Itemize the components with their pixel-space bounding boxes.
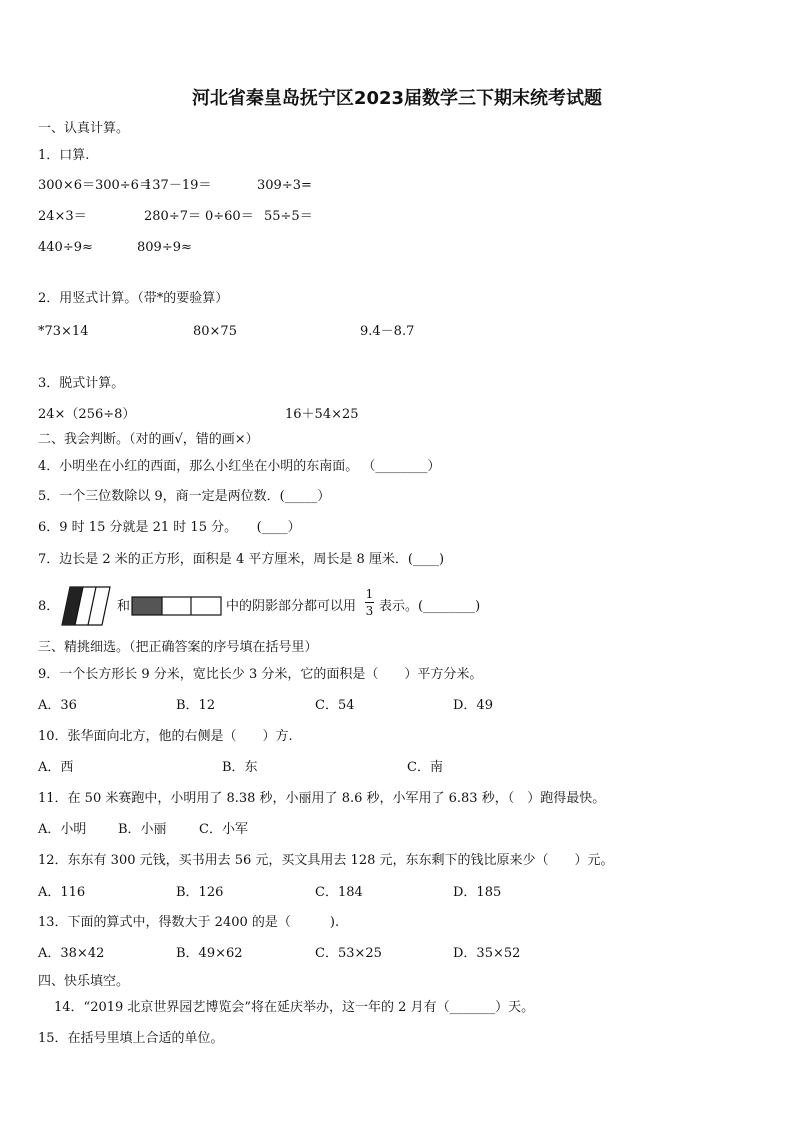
q9-option-c: C．54 bbox=[315, 698, 355, 713]
vertical-calc-3: 9.4－8.7 bbox=[360, 324, 415, 339]
q10-option-a: A．西 bbox=[38, 760, 74, 775]
question-2-heading: 2．用竖式计算。（带*的要验算） bbox=[38, 291, 229, 306]
oral-calc-7: 55÷5＝ bbox=[264, 209, 313, 224]
question-12-stem: 12．东东有 300 元钱，买书用去 56 元，买文具用去 128 元，东东剩下的钱比原来少（ ）元。 bbox=[38, 853, 614, 868]
question-9-stem: 9．一个长方形长 9 分米，宽比长少 3 分米，它的面积是（ ）平方分米。 bbox=[38, 667, 483, 682]
question-4: 4．小明坐在小红的西面，那么小红坐在小明的东南面。 （________） bbox=[38, 459, 441, 474]
question-8-tail: 表示。(________) bbox=[379, 599, 481, 614]
q12-option-b: B．126 bbox=[176, 885, 224, 900]
oral-calc-2: 137－19＝ bbox=[144, 178, 212, 193]
q13-option-a: A．38×42 bbox=[38, 946, 105, 961]
question-13-stem: 13．下面的算式中，得数大于 2400 的是（ ). bbox=[38, 915, 340, 930]
expression-calc-2: 16＋54×25 bbox=[285, 407, 359, 422]
q12-option-a: A．116 bbox=[38, 885, 86, 900]
fraction-numerator: 1 bbox=[365, 587, 374, 601]
q10-option-c: C．南 bbox=[407, 760, 443, 775]
section-heading-2: 二、我会判断。（对的画√，错的画×） bbox=[38, 432, 259, 447]
q12-option-c: C．184 bbox=[315, 885, 363, 900]
q13-option-c: C．53×25 bbox=[315, 946, 382, 961]
fraction-one-third bbox=[365, 588, 374, 617]
q11-option-a: A．小明 bbox=[38, 822, 87, 837]
q11-option-c: C．小军 bbox=[199, 822, 248, 837]
question-6: 6．9 时 15 分就是 21 时 15 分。 (____） bbox=[38, 520, 301, 535]
section-heading-1: 一、认真计算。 bbox=[38, 121, 130, 136]
q9-option-a: A．36 bbox=[38, 698, 77, 713]
fraction-denominator: 3 bbox=[365, 604, 374, 618]
parallelogram-figure bbox=[60, 585, 112, 627]
vertical-calc-1: *73×14 bbox=[38, 324, 89, 339]
question-8-and: 和 bbox=[117, 599, 131, 614]
q10-option-b: B．东 bbox=[222, 760, 258, 775]
question-5: 5．一个三位数除以 9，商一定是两位数．(_____） bbox=[38, 489, 331, 504]
q13-option-d: D．35×52 bbox=[453, 946, 521, 961]
question-8-number: 8． bbox=[38, 599, 60, 614]
question-10-stem: 10．张华面向北方，他的右侧是（ ）方. bbox=[38, 729, 293, 744]
question-15: 15．在括号里填上合适的单位。 bbox=[38, 1031, 224, 1046]
expression-calc-1: 24×（256÷8） bbox=[38, 407, 136, 422]
question-11-stem: 11．在 50 米赛跑中，小明用了 8.38 秒，小丽用了 8.6 秒，小军用了 6.83 秒，（ ）跑得最快。 bbox=[38, 791, 606, 806]
q9-option-d: D．49 bbox=[453, 698, 493, 713]
vertical-calc-2: 80×75 bbox=[193, 324, 237, 339]
question-1-heading: 1．口算. bbox=[38, 148, 90, 163]
q11-option-b: B．小丽 bbox=[118, 822, 167, 837]
page-title: 河北省秦皇岛抚宁区2023届数学三下期末统考试题 bbox=[191, 88, 603, 109]
fraction-bar bbox=[365, 602, 374, 603]
q13-option-b: B．49×62 bbox=[176, 946, 243, 961]
oral-calc-9: 809÷9≈ bbox=[137, 240, 192, 255]
oral-calc-6: 0÷60＝ bbox=[205, 209, 254, 224]
q12-option-d: D．185 bbox=[453, 885, 502, 900]
oral-calc-1: 300×6＝300÷6＝ bbox=[38, 178, 152, 193]
question-3-heading: 3．脱式计算。 bbox=[38, 376, 125, 391]
oral-calc-5: 280÷7＝ bbox=[144, 209, 201, 224]
question-14: 14．“2019 北京世界园艺博览会”将在延庆举办，这一年的 2 月有（_______）天。 bbox=[54, 1000, 535, 1015]
rectangle-strip-figure bbox=[131, 596, 223, 616]
section-heading-3: 三、精挑细选。（把正确答案的序号填在括号里） bbox=[38, 640, 318, 655]
section-heading-4: 四、快乐填空。 bbox=[38, 974, 130, 989]
oral-calc-8: 440÷9≈ bbox=[38, 240, 93, 255]
q9-option-b: B．12 bbox=[176, 698, 216, 713]
oral-calc-3: 309÷3= bbox=[257, 178, 312, 193]
oral-calc-4: 24×3＝ bbox=[38, 209, 87, 224]
question-8-text: 中的阴影部分都可以用 bbox=[226, 599, 357, 614]
question-7: 7．边长是 2 米的正方形，面积是 4 平方厘米，周长是 8 厘米．(____) bbox=[38, 552, 445, 567]
